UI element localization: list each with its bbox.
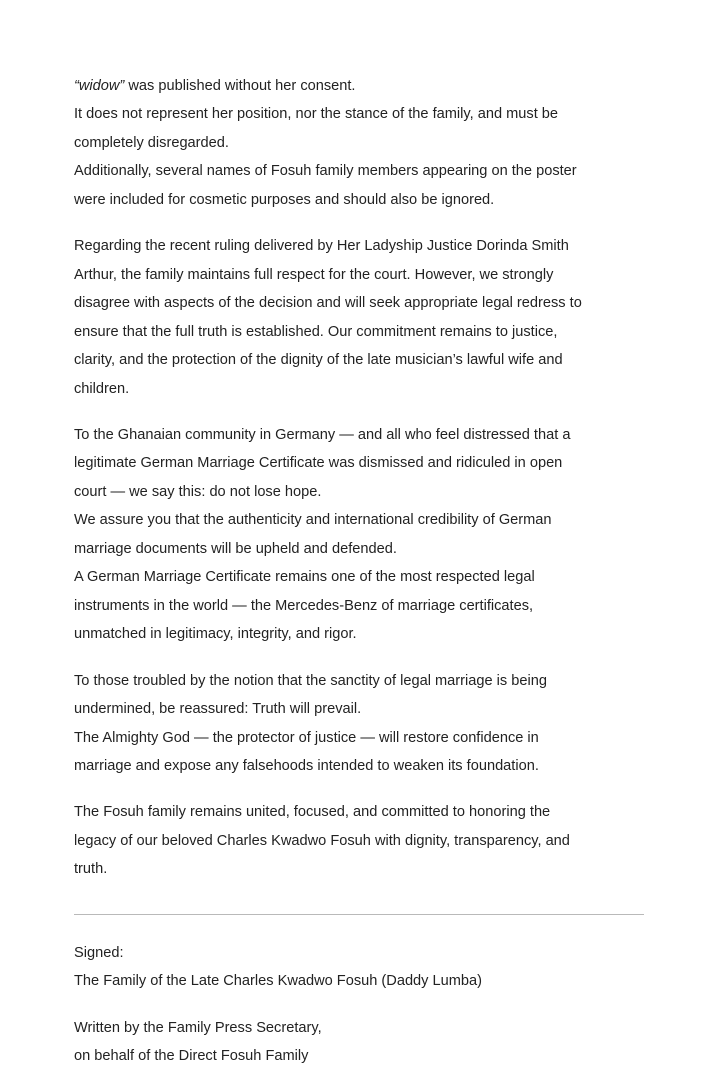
text-line: Regarding the recent ruling delivered by Her Ladyship Justice Dorinda Smith (74, 238, 569, 255)
text-line: marriage and expose any falsehoods intended to weaken its foundation. (74, 757, 539, 774)
text-line: unmatched in legitimacy, integrity, and rigor. (74, 626, 357, 643)
text-line: Additionally, several names of Fosuh family members appearing on the poster (74, 163, 577, 180)
text-line: were included for cosmetic purposes and should also be ignored. (74, 191, 495, 208)
text-line-rest: was published without her consent. (124, 78, 356, 94)
signature-block (74, 939, 644, 1071)
text-line: marriage documents will be upheld and defended. (74, 540, 397, 557)
paragraph-5 (74, 798, 644, 883)
text-line (74, 72, 644, 100)
text-line: We assure you that the authenticity and international credibility of German (74, 512, 552, 529)
section-divider (74, 914, 644, 915)
text-line: legitimate German Marriage Certificate was dismissed and ridiculed in open (74, 455, 563, 472)
paragraph-2 (74, 232, 644, 403)
signed-family: The Family of the Late Charles Kwadwo Fosuh (Daddy Lumba) (74, 973, 483, 990)
text-line: legacy of our beloved Charles Kwadwo Fosuh with dignity, transparency, and (74, 832, 570, 849)
written-by-line: Written by the Family Press Secretary, (74, 1019, 322, 1036)
signed-label: Signed: (74, 944, 124, 961)
text-line: children. (74, 380, 130, 397)
document-body (74, 72, 644, 884)
text-line: disagree with aspects of the decision and will seek appropriate legal redress to (74, 295, 582, 312)
text-line: The Almighty God — the protector of justice — will restore confidence in (74, 729, 539, 746)
text-line: court — we say this: do not lose hope. (74, 483, 322, 500)
text-line: undermined, be reassured: Truth will prevail. (74, 701, 362, 718)
paragraph-3 (74, 421, 644, 649)
text-line: instruments in the world — the Mercedes-Benz of marriage certificates, (74, 597, 534, 614)
text-line: completely disregarded. (74, 134, 229, 151)
quoted-term: “widow” (74, 78, 125, 94)
text-line: To those troubled by the notion that the sanctity of legal marriage is being (74, 672, 547, 689)
text-line: The Fosuh family remains united, focused, and committed to honoring the (74, 804, 551, 821)
text-line: Arthur, the family maintains full respect for the court. However, we strongly (74, 266, 554, 283)
text-line: It does not represent her position, nor the stance of the family, and must be (74, 106, 559, 123)
signature-group-1 (74, 939, 644, 996)
text-line: A German Marriage Certificate remains one of the most respected legal (74, 569, 535, 586)
text-line: clarity, and the protection of the dignity of the late musician’s lawful wife and (74, 352, 563, 369)
text-line: ensure that the full truth is established. Our commitment remains to justice, (74, 323, 558, 340)
signature-group-2 (74, 1014, 644, 1071)
paragraph-4 (74, 667, 644, 781)
on-behalf-line: on behalf of the Direct Fosuh Family (74, 1048, 309, 1065)
text-line: truth. (74, 861, 108, 878)
paragraph-1 (74, 72, 644, 214)
text-line: To the Ghanaian community in Germany — and all who feel distressed that a (74, 426, 571, 443)
